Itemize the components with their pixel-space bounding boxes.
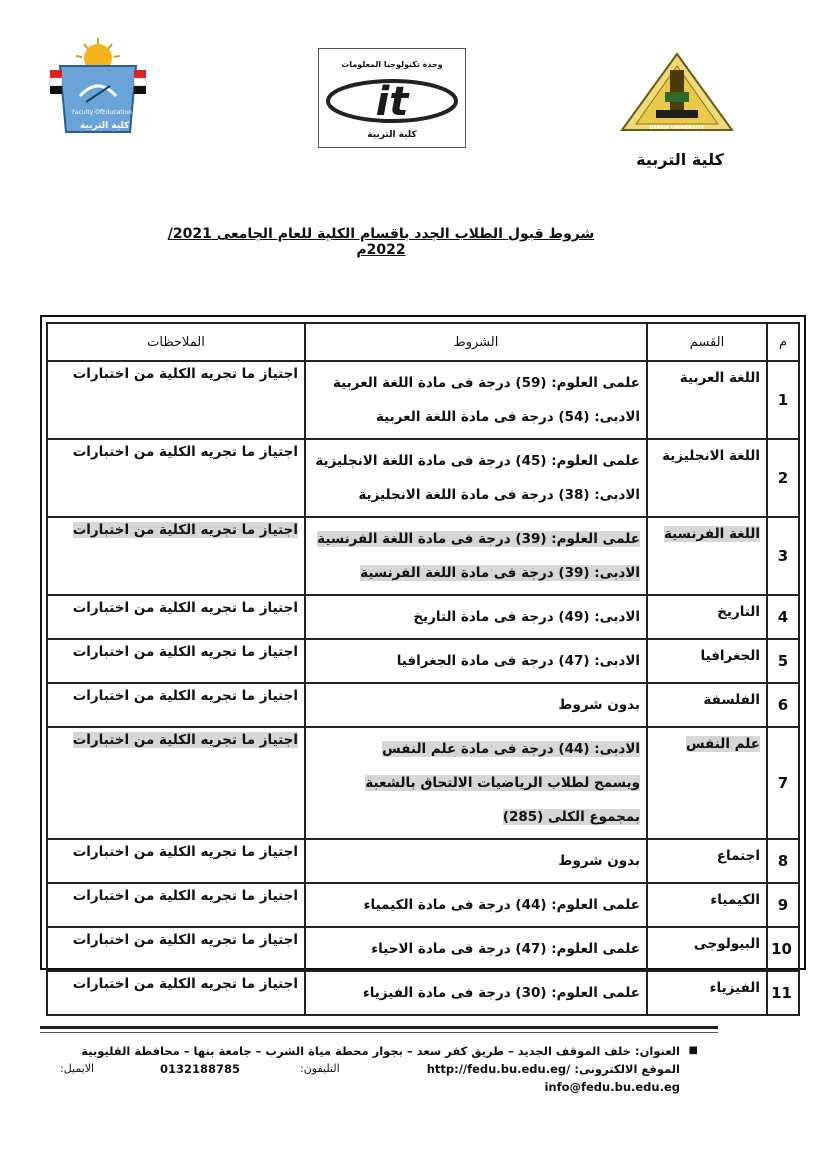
conditions-cell xyxy=(305,595,647,639)
conditions-cell xyxy=(305,839,647,883)
logo-left-text-2: Education xyxy=(102,109,132,116)
conditions-cell xyxy=(305,683,647,727)
condition-text: بمجموع الكلى (285) xyxy=(502,809,640,825)
condition-line: علمى العلوم: (59) درجة فى مادة اللغة العربية xyxy=(332,375,640,391)
table-row xyxy=(47,517,799,595)
note-text: اجتياز ما تجريه الكلية من اختبارات xyxy=(72,888,298,904)
bullet-icon: ■ xyxy=(688,1045,698,1056)
note-text: اجتياز ما تجريه الكلية من اختبارات xyxy=(72,366,298,382)
logo-right-text: BENHA UNIVERSITY xyxy=(649,125,705,131)
row-number: 8 xyxy=(767,839,799,883)
faculty-of-education-logo xyxy=(46,36,150,144)
condition-line: علمى العلوم: (47) درجة فى مادة الاحياء xyxy=(371,941,640,957)
header-num: م xyxy=(767,323,799,361)
condition-line: علمى العلوم: (30) درجة فى مادة الفيزياء xyxy=(362,985,640,1001)
department-name: الكيمياء xyxy=(710,892,760,908)
table-row xyxy=(47,839,799,883)
row-number: 4 xyxy=(767,595,799,639)
condition-line: علمى العلوم: (44) درجة فى مادة الكيمياء xyxy=(363,897,640,913)
logo-center-text-3: كلية التربية xyxy=(367,130,417,140)
department-name: الفيزياء xyxy=(709,980,760,996)
note-text: اجتياز ما تجريه الكلية من اختبارات xyxy=(72,600,298,616)
condition-line xyxy=(312,800,640,834)
condition-line: الادبى: (38) درجة فى مادة اللغة الانجليزية xyxy=(358,487,640,503)
department-name: علم النفس xyxy=(685,736,760,752)
footer-website-link[interactable]: http://fedu.bu.edu.eg/ xyxy=(426,1062,571,1076)
footer-website-label: الموقع الالكترونى: xyxy=(574,1062,680,1076)
condition-line xyxy=(312,766,640,800)
row-number: 6 xyxy=(767,683,799,727)
header-dept: القسم xyxy=(647,323,767,361)
footer-divider xyxy=(40,1026,718,1029)
conditions-cell xyxy=(305,517,647,595)
logo-left-text-1: Faculty Of xyxy=(72,109,102,116)
footer-email-label: الايميل: xyxy=(60,1062,95,1075)
condition-line: علمى العلوم: (45) درجة فى مادة اللغة الانجليزية xyxy=(315,453,640,469)
department-name: البيولوجى xyxy=(693,936,760,952)
logo-center-text-1: وحدة تكنولوجيا المعلومات xyxy=(341,60,443,69)
header-conditions: الشروط xyxy=(305,323,647,361)
note-text: اجتياز ما تجريه الكلية من اختبارات xyxy=(72,732,298,748)
logo-left-text-3: كلية التربية xyxy=(80,121,130,131)
table-header-row xyxy=(47,323,799,361)
note-text: اجتياز ما تجريه الكلية من اختبارات xyxy=(72,688,298,704)
department-name: التاريخ xyxy=(717,604,760,620)
note-text: اجتياز ما تجريه الكلية من اختبارات xyxy=(72,932,298,948)
department-name: اللغة الانجليزية xyxy=(662,448,760,464)
table-row xyxy=(47,639,799,683)
condition-text: علمى العلوم: (39) درجة فى مادة اللغة الفرنسية xyxy=(317,531,640,547)
admission-table-frame xyxy=(40,315,806,1002)
department-name: اللغة الفرنسية xyxy=(663,526,760,542)
row-number: 11 xyxy=(767,971,799,1015)
department-name: اجتماع xyxy=(716,848,760,864)
faculty-name: كلية التربية xyxy=(636,150,724,169)
condition-text: الادبى: (39) درجة فى مادة اللغة الفرنسية xyxy=(360,565,640,581)
row-number: 3 xyxy=(767,517,799,595)
logo-center-text-2: it xyxy=(375,79,409,125)
condition-line: الادبى: (49) درجة فى مادة التاريخ xyxy=(413,609,640,625)
row-number: 1 xyxy=(767,361,799,439)
condition-line: بدون شروط xyxy=(558,697,640,713)
condition-line: بدون شروط xyxy=(558,853,640,869)
department-name: اللغة العربية xyxy=(679,370,760,386)
benha-university-logo xyxy=(620,52,734,134)
condition-line: الادبى: (47) درجة فى مادة الجغرافيا xyxy=(396,653,640,669)
footer-phone: 0132188785 xyxy=(160,1062,241,1076)
conditions-cell xyxy=(305,927,647,971)
department-name: الجغرافيا xyxy=(700,648,760,664)
header-notes: الملاحظات xyxy=(47,323,305,361)
department-name: الفلسفة xyxy=(703,692,760,708)
row-number: 7 xyxy=(767,727,799,839)
conditions-cell xyxy=(305,439,647,517)
condition-text: ويسمح لطلاب الرياضيات الالتحاق بالشعبة xyxy=(365,775,640,791)
table-row xyxy=(47,727,799,839)
table-row xyxy=(47,361,799,439)
table-row xyxy=(47,595,799,639)
footer-address: العنوان: خلف الموقف الجديد – طريق كفر سعد – بجوار محطة مياة الشرب – جامعة بنها – محافظة القليوبية xyxy=(81,1044,680,1058)
document-title: شروط قبول الطلاب الجدد باقسام الكلية للعام الجامعى 2021/ 2022م xyxy=(167,226,595,258)
it-unit-logo xyxy=(318,48,466,148)
row-number: 9 xyxy=(767,883,799,927)
row-number: 10 xyxy=(767,927,799,971)
table-row xyxy=(47,439,799,517)
note-text: اجتياز ما تجريه الكلية من اختبارات xyxy=(72,644,298,660)
conditions-cell xyxy=(305,971,647,1015)
table-row xyxy=(47,683,799,727)
condition-line xyxy=(312,522,640,556)
footer-divider-thin xyxy=(40,1032,718,1033)
condition-line xyxy=(312,556,640,590)
admission-conditions-table xyxy=(46,322,800,1016)
note-text: اجتياز ما تجريه الكلية من اختبارات xyxy=(72,444,298,460)
condition-line xyxy=(312,732,640,766)
condition-line: الادبى: (54) درجة فى مادة اللغة العربية xyxy=(375,409,640,425)
table-row xyxy=(47,971,799,1015)
conditions-cell xyxy=(305,361,647,439)
table-row xyxy=(47,927,799,971)
row-number: 5 xyxy=(767,639,799,683)
condition-text: الادبى: (44) درجة فى مادة علم النفس xyxy=(382,741,640,757)
conditions-cell xyxy=(305,727,647,839)
note-text: اجتياز ما تجريه الكلية من اختبارات xyxy=(72,976,298,992)
footer-contact xyxy=(60,1042,698,1096)
footer-phone-label: التليفون: xyxy=(300,1062,340,1075)
conditions-cell xyxy=(305,883,647,927)
conditions-cell xyxy=(305,639,647,683)
note-text: اجتياز ما تجريه الكلية من اختبارات xyxy=(72,522,298,538)
note-text: اجتياز ما تجريه الكلية من اختبارات xyxy=(72,844,298,860)
row-number: 2 xyxy=(767,439,799,517)
footer-email-link[interactable]: info@fedu.bu.edu.eg xyxy=(544,1080,680,1094)
table-row xyxy=(47,883,799,927)
